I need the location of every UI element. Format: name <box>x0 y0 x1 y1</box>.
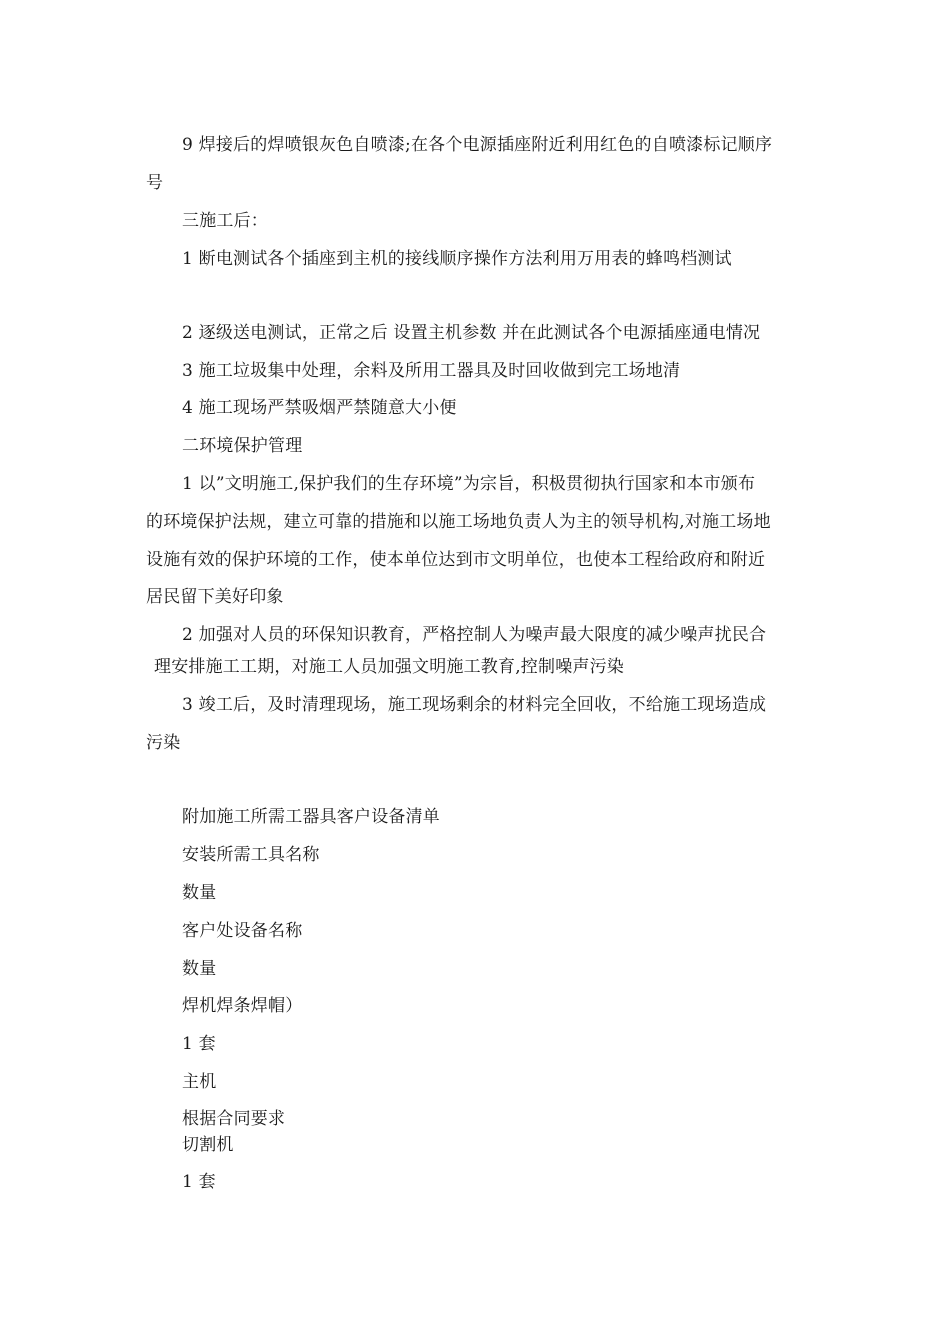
list-title: 附加施工所需工器具客户设备清单 <box>182 807 440 827</box>
paragraph-line: 2 逐级送电测试，正常之后 设置主机参数 并在此测试各个电源插座通电情况 <box>182 323 761 343</box>
paragraph-line: 居民留下美好印象 <box>146 587 284 607</box>
paragraph-line: 4 施工现场严禁吸烟严禁随意大小便 <box>182 398 457 418</box>
table-header-cell: 数量 <box>182 883 217 903</box>
paragraph-line: 污染 <box>146 733 181 753</box>
paragraph-line: 的环境保护法规，建立可靠的措施和以施工场地负责人为主的领导机构,对施工场地 <box>146 512 771 532</box>
paragraph-line: 9 焊接后的焊喷银灰色自喷漆;在各个电源插座附近利用红色的自喷漆标记顺序 <box>182 135 773 155</box>
table-cell: 主机 <box>182 1072 217 1092</box>
paragraph-line: 号 <box>146 173 164 193</box>
section-heading: 二环境保护管理 <box>182 436 303 456</box>
paragraph-line: 1 以”文明施工,保护我们的生存环境”为宗旨，积极贯彻执行国家和本市颁布 <box>182 474 756 494</box>
paragraph-line: 设施有效的保护环境的工作，使本单位达到市文明单位，也使本工程给政府和附近 <box>146 550 766 570</box>
paragraph-line: 3 施工垃圾集中处理，余料及所用工器具及时回收做到完工场地清 <box>182 361 681 381</box>
paragraph-line: 1 断电测试各个插座到主机的接线顺序操作方法利用万用表的蜂鸣档测试 <box>182 249 732 269</box>
paragraph-line: 3 竣工后，及时清理现场，施工现场剩余的材料完全回收，不给施工现场造成 <box>182 695 767 715</box>
paragraph-line: 理安排施工工期，对施工人员加强文明施工教育,控制噪声污染 <box>154 657 625 677</box>
table-header-cell: 数量 <box>182 959 217 979</box>
table-header-cell: 安装所需工具名称 <box>182 845 320 865</box>
table-cell: 焊机焊条焊帽） <box>182 996 303 1016</box>
table-cell: 切割机 <box>182 1135 234 1155</box>
table-cell: 1 套 <box>182 1172 216 1192</box>
section-heading: 三施工后： <box>182 211 268 231</box>
table-cell: 1 套 <box>182 1034 216 1054</box>
paragraph-line: 2 加强对人员的环保知识教育，严格控制人为噪声最大限度的减少噪声扰民合 <box>182 625 767 645</box>
table-header-cell: 客户处设备名称 <box>182 921 303 941</box>
table-cell: 根据合同要求 <box>182 1109 286 1129</box>
